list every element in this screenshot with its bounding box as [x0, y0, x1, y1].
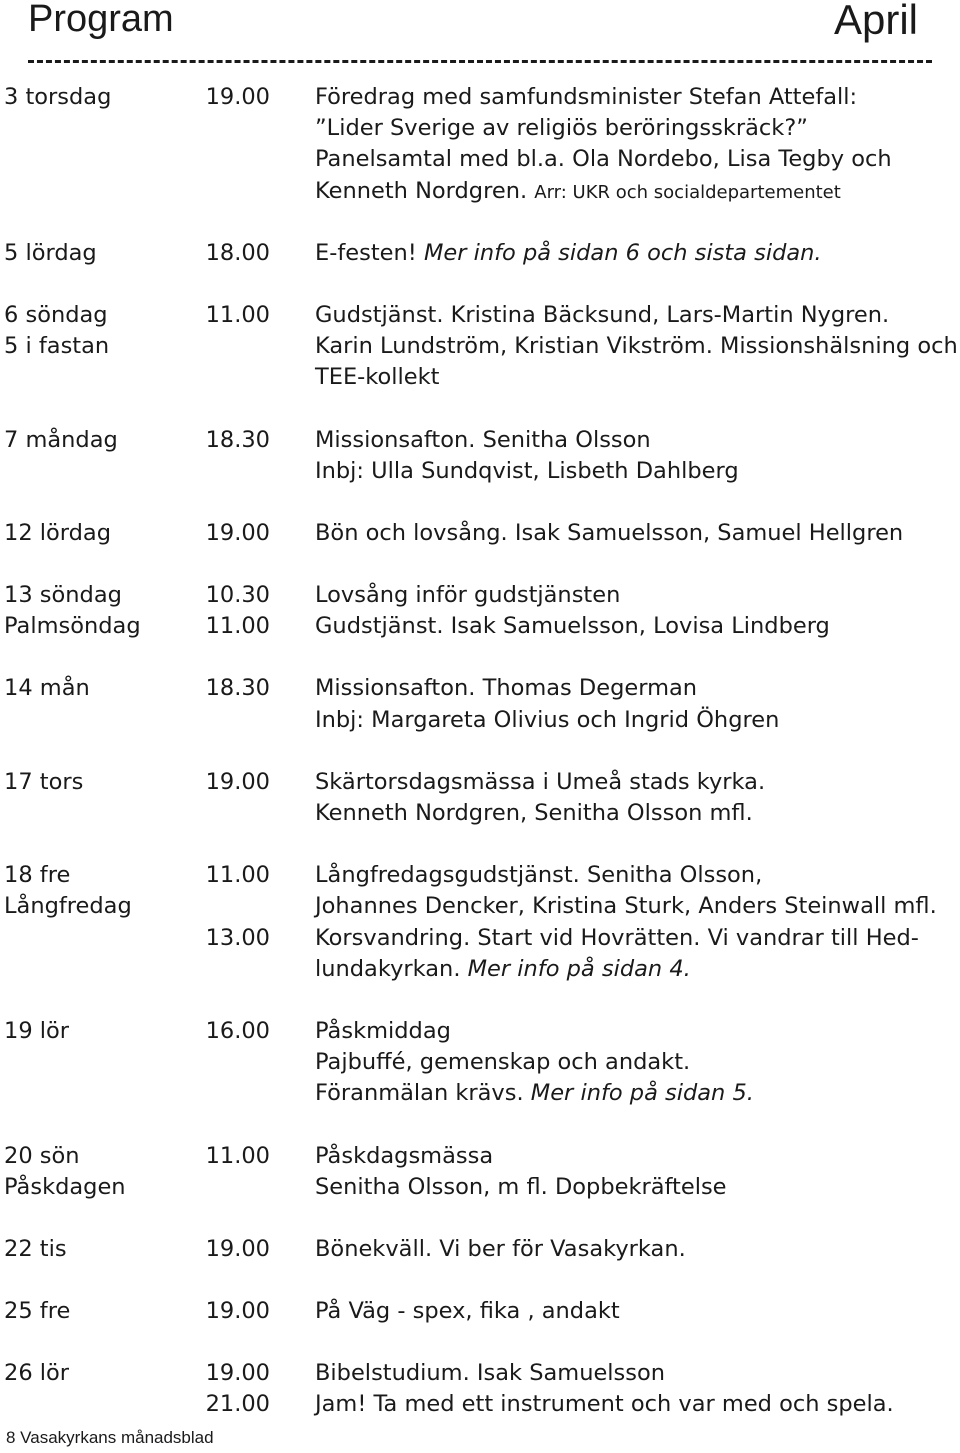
event-day [0, 1047, 156, 1078]
event-day: 19 lör [4, 1017, 70, 1044]
event-row [0, 1172, 960, 1203]
month-title: April [833, 0, 918, 43]
event-description [315, 580, 960, 611]
event-text: Bönekväll. Vi ber för Vasakyrkan. [315, 1235, 686, 1262]
event-day: 12 lördag [4, 519, 112, 546]
event-day: 7 måndag [4, 426, 118, 453]
event-day: Långfredag [4, 893, 132, 920]
event-text: Johannes Dencker, Kristina Sturk, Anders Steinwall mfl. [315, 893, 937, 920]
event-time [156, 113, 270, 144]
event-day [0, 456, 156, 487]
event-description [315, 362, 960, 393]
event-day: 13 söndag [4, 582, 122, 609]
event-day: 5 lördag [4, 239, 97, 266]
event-description [315, 1141, 960, 1172]
event-day: 22 tis [4, 1235, 67, 1262]
event-text: lundakyrkan. [315, 955, 461, 982]
event-text: ”Lider Sverige av religiös beröringsskräck?” [315, 115, 808, 142]
event-day: Palmsöndag [4, 613, 141, 640]
event-time: 13.00 [205, 924, 270, 951]
event-time [156, 176, 270, 207]
event-description [315, 176, 960, 207]
event-day: 18 fre [4, 862, 71, 889]
event-row [0, 1078, 960, 1109]
event-description [315, 860, 960, 891]
event-row [0, 580, 960, 611]
event-text: Påskmiddag [315, 1017, 451, 1044]
event-text: Skärtorsdagsmässa i Umeå stads kyrka. [315, 768, 766, 795]
event-description [315, 300, 960, 331]
event-row [0, 673, 960, 704]
program-event [0, 238, 960, 269]
event-row [0, 82, 960, 113]
program-event [0, 1016, 960, 1110]
event-time: 21.00 [205, 1391, 270, 1418]
event-row [0, 113, 960, 144]
event-row [0, 923, 960, 954]
event-description [315, 1078, 960, 1109]
event-day: 14 mån [4, 675, 90, 702]
event-description [315, 1358, 960, 1389]
event-description [315, 1389, 960, 1420]
event-description [315, 891, 960, 922]
event-row [0, 144, 960, 175]
event-time [156, 144, 270, 175]
event-time [156, 798, 270, 829]
page-header [0, 0, 960, 70]
event-time [156, 1172, 270, 1203]
dashed-divider [28, 60, 932, 63]
event-description [315, 1172, 960, 1203]
event-time [156, 456, 270, 487]
event-time: 11.00 [205, 301, 270, 328]
event-row [0, 954, 960, 985]
page-title: Program [28, 0, 174, 40]
event-time [156, 891, 270, 922]
page-footer: 8 Vasakyrkans månadsblad [6, 1428, 214, 1447]
event-day [0, 1389, 156, 1420]
event-row [0, 300, 960, 331]
event-time [156, 705, 270, 736]
event-time [156, 331, 270, 362]
event-description [315, 1016, 960, 1047]
event-day [0, 1078, 156, 1109]
event-row [0, 238, 960, 269]
event-row [0, 362, 960, 393]
event-description [315, 518, 960, 549]
event-time: 10.30 [205, 582, 270, 609]
event-description [315, 798, 960, 829]
event-row [0, 1047, 960, 1078]
event-text: Bön och lovsång. Isak Samuelsson, Samuel Hellgren [315, 519, 904, 546]
event-time: 11.00 [205, 613, 270, 640]
event-description [315, 923, 960, 954]
program-event [0, 580, 960, 642]
event-row [0, 798, 960, 829]
event-text: Påskdagsmässa [315, 1142, 494, 1169]
program-event [0, 673, 960, 735]
event-row [0, 425, 960, 456]
event-description [315, 456, 960, 487]
event-row [0, 891, 960, 922]
event-description [315, 331, 960, 362]
event-row [0, 176, 960, 207]
event-description [315, 954, 960, 985]
program-event [0, 300, 960, 394]
event-time: 16.00 [205, 1017, 270, 1044]
event-text: Bibelstudium. Isak Samuelsson [315, 1360, 666, 1387]
program-event [0, 1234, 960, 1265]
event-row [0, 456, 960, 487]
event-text: Pajbuffé, gemenskap och andakt. [315, 1049, 691, 1076]
event-row [0, 331, 960, 362]
program-event [0, 1141, 960, 1203]
event-text: På Väg - spex, fika , andakt [315, 1298, 620, 1325]
event-time: 18.00 [205, 239, 270, 266]
event-row [0, 1234, 960, 1265]
event-text: TEE-kollekt [315, 364, 440, 391]
event-description [315, 705, 960, 736]
event-time [156, 362, 270, 393]
event-day: 5 i fastan [4, 333, 110, 360]
event-text: Inbj: Margareta Olivius och Ingrid Öhgren [315, 706, 780, 733]
more-info-note: Mer info på sidan 5. [530, 1080, 754, 1107]
program-event [0, 1296, 960, 1327]
program-event [0, 82, 960, 207]
event-day: 26 lör [4, 1360, 70, 1387]
more-info-note: Mer info på sidan 6 och sista sidan. [423, 239, 822, 266]
event-text: Långfredagsgudstjänst. Senitha Olsson, [315, 862, 763, 889]
program-list [0, 82, 960, 1452]
event-row [0, 518, 960, 549]
event-description [315, 673, 960, 704]
event-time: 19.00 [205, 84, 270, 110]
event-time: 19.00 [205, 1298, 270, 1325]
event-text: Gudstjänst. Kristina Bäcksund, Lars-Martin Nygren. [315, 301, 890, 328]
event-day [0, 144, 156, 175]
event-day [0, 176, 156, 207]
event-day: Påskdagen [4, 1173, 126, 1200]
event-day [0, 798, 156, 829]
event-row [0, 611, 960, 642]
event-description [315, 1234, 960, 1265]
event-time: 19.00 [205, 1235, 270, 1262]
event-row [0, 1141, 960, 1172]
event-description [315, 238, 960, 269]
event-description [315, 767, 960, 798]
program-event [0, 1358, 960, 1420]
event-text: Panelsamtal med bl.a. Ola Nordebo, Lisa Tegby och [315, 146, 892, 173]
event-text: E-festen! [315, 239, 417, 266]
event-day: 25 fre [4, 1298, 71, 1325]
event-description [315, 611, 960, 642]
event-day [0, 705, 156, 736]
event-time: 18.30 [205, 426, 270, 453]
event-text: Inbj: Ulla Sundqvist, Lisbeth Dahlberg [315, 457, 739, 484]
event-row [0, 1389, 960, 1420]
event-description [315, 1047, 960, 1078]
event-text: Karin Lundström, Kristian Vikström. Missionshälsning och [315, 333, 958, 360]
event-row [0, 1358, 960, 1389]
event-time: 19.00 [205, 519, 270, 546]
event-time [156, 1078, 270, 1109]
event-text: Gudstjänst. Isak Samuelsson, Lovisa Lindberg [315, 613, 830, 640]
event-description [315, 113, 960, 144]
event-description [315, 144, 960, 175]
organizer-note: Arr: UKR och socialdepartementet [534, 181, 841, 203]
event-text: Kenneth Nordgren, Senitha Olsson mfl. [315, 800, 753, 826]
more-info-note: Mer info på sidan 4. [467, 955, 691, 982]
event-day [0, 923, 156, 954]
event-text: Föranmälan krävs. [315, 1080, 524, 1107]
event-time: 18.30 [205, 675, 270, 702]
event-time: 11.00 [205, 862, 270, 889]
event-row [0, 1296, 960, 1327]
event-row [0, 1016, 960, 1047]
event-row [0, 705, 960, 736]
event-description [315, 82, 960, 113]
event-text: Jam! Ta med ett instrument och var med och spela. [315, 1391, 894, 1418]
event-text: Senitha Olsson, m fl. Dopbekräftelse [315, 1173, 727, 1200]
event-day: 17 tors [4, 768, 84, 795]
event-day [0, 954, 156, 985]
event-text: Missionsafton. Senitha Olsson [315, 426, 651, 453]
event-time [156, 1047, 270, 1078]
program-event [0, 518, 960, 549]
event-text: Föredrag med samfundsminister Stefan Attefall: [315, 84, 858, 110]
program-event [0, 425, 960, 487]
event-time: 19.00 [205, 768, 270, 795]
event-day: 6 söndag [4, 301, 108, 328]
event-text: Kenneth Nordgren. [315, 177, 528, 204]
event-day [0, 362, 156, 393]
event-text: Missionsafton. Thomas Degerman [315, 675, 698, 702]
event-time [156, 954, 270, 985]
event-day: 20 sön [4, 1142, 80, 1169]
event-row [0, 767, 960, 798]
event-day [0, 113, 156, 144]
event-description [315, 1296, 960, 1327]
event-day: 3 torsdag [4, 84, 112, 110]
program-event [0, 767, 960, 829]
event-time: 11.00 [205, 1142, 270, 1169]
program-event [0, 860, 960, 985]
event-time: 19.00 [205, 1360, 270, 1387]
event-text: Lovsång inför gudstjänsten [315, 582, 621, 609]
event-row [0, 860, 960, 891]
event-description [315, 425, 960, 456]
event-text: Korsvandring. Start vid Hovrätten. Vi vandrar till Hed- [315, 924, 919, 951]
